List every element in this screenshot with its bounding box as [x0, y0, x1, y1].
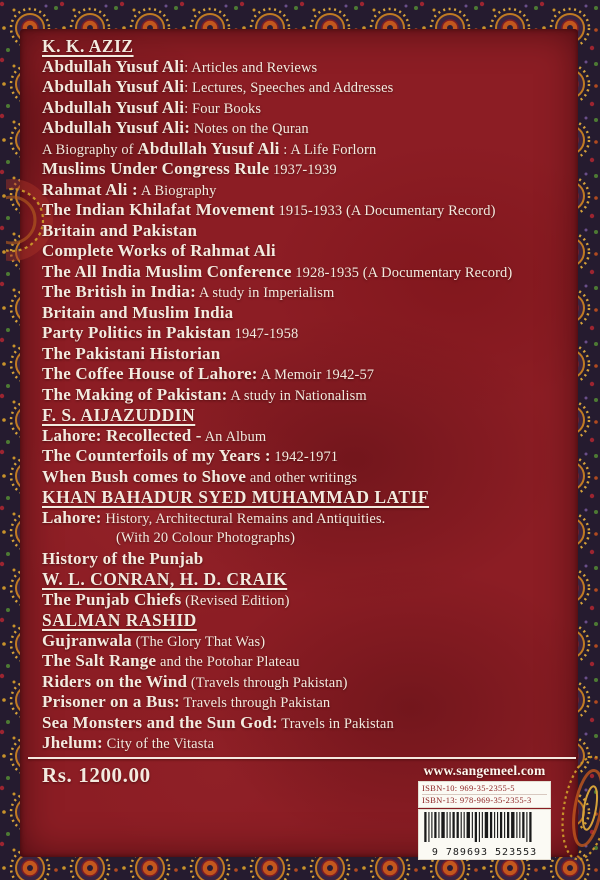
- title-text: KHAN BAHADUR SYED MUHAMMAD LATIF: [42, 487, 430, 507]
- title-text: SALMAN RASHID: [42, 610, 197, 630]
- title-text: Gujranwala: [42, 630, 132, 650]
- title-text: Lahore: Recollected -: [42, 425, 202, 445]
- title-text: History of the Punjab: [42, 548, 204, 568]
- subtitle-text: : Lectures, Speeches and Addresses: [184, 80, 394, 96]
- isbn10-label: ISBN-10: 969-35-2355-5: [422, 783, 547, 795]
- title-text: Jhelum:: [42, 733, 103, 752]
- subtitle-text: and the Potohar Plateau: [156, 654, 300, 670]
- author-heading: [42, 610, 574, 631]
- subtitle-text: A Biography: [137, 182, 217, 199]
- title-text: Complete Works of Rahmat Ali: [42, 241, 276, 260]
- barcode-bars: [422, 812, 547, 842]
- barcode-digits: 9 789693 523553: [431, 847, 538, 858]
- subtitle-text: (With 20 Colour Photographs): [116, 530, 296, 546]
- book-line: [42, 549, 574, 570]
- subtitle-text: 1915-1933 (A Documentary Record): [274, 203, 496, 219]
- subtitle-text: A Biography of: [42, 141, 138, 158]
- title-text: Riders on the Wind: [42, 671, 188, 691]
- subtitle-text: A study in Nationalism: [227, 387, 367, 404]
- title-text: The Counterfoils of my Years :: [42, 446, 271, 465]
- book-line: [42, 57, 574, 78]
- title-text: The All India Muslim Conference: [42, 261, 292, 281]
- subtitle-text: (The Glory That Was): [131, 633, 266, 650]
- title-text: Prisoner on a Bus:: [42, 692, 180, 711]
- author-heading: [42, 487, 574, 508]
- title-text: Rahmat Ali :: [42, 179, 138, 199]
- title-text: When Bush comes to Shove: [42, 466, 247, 486]
- title-text: F. S. AIJAZUDDIN: [42, 405, 196, 425]
- book-line: [42, 590, 574, 611]
- title-text: Lahore:: [42, 507, 102, 527]
- book-line: [42, 139, 574, 160]
- publisher-block: [418, 763, 551, 860]
- title-text: Party Politics in Pakistan: [42, 323, 231, 342]
- title-text: The Making of Pakistan:: [42, 384, 228, 404]
- subtitle-text: An Album: [201, 428, 267, 445]
- book-line: [42, 692, 574, 713]
- book-line: [42, 344, 574, 365]
- title-text: Abdullah Yusuf Ali: [137, 138, 280, 158]
- book-line: [42, 241, 574, 262]
- book-line: [42, 508, 574, 529]
- book-line: [42, 262, 574, 283]
- isbn13-label: ISBN-13: 978-969-35-2355-3: [422, 795, 532, 805]
- book-line: [42, 98, 574, 119]
- book-line: [42, 159, 574, 180]
- divider-line: [28, 757, 576, 759]
- book-line: [42, 467, 574, 488]
- book-list: [42, 36, 574, 754]
- book-line: [42, 426, 574, 447]
- subtitle-text: (Revised Edition): [181, 592, 290, 609]
- title-text: The Salt Range: [42, 651, 157, 670]
- book-line: [42, 180, 574, 201]
- subtitle-text: 1942-1971: [270, 449, 339, 465]
- subtitle-text: A Memoir 1942-57: [257, 367, 375, 383]
- price-label: Rs. 1200.00: [42, 763, 151, 787]
- author-heading: [42, 569, 574, 590]
- subtitle-text: Notes on the Quran: [190, 121, 309, 137]
- title-text: Muslims Under Congress Rule: [42, 159, 270, 178]
- title-text: The Indian Khilafat Movement: [42, 200, 275, 219]
- book-line: [42, 672, 574, 693]
- author-heading: [42, 36, 574, 57]
- title-text: Abdullah Yusuf Ali: [42, 97, 185, 117]
- subtitle-text: Travels in Pakistan: [277, 715, 394, 732]
- barcode: [418, 809, 551, 860]
- book-line: [42, 631, 574, 652]
- title-text: The Punjab Chiefs: [42, 589, 182, 609]
- book-line: [42, 446, 574, 467]
- subtitle-text: 1947-1958: [230, 326, 299, 342]
- publisher-website: www.sangemeel.com: [423, 763, 546, 778]
- title-text: The Coffee House of Lahore:: [42, 364, 258, 383]
- subtitle-text: City of the Vitasta: [102, 736, 215, 752]
- book-line: [42, 77, 574, 98]
- isbn-box: [418, 781, 551, 808]
- subtitle-text: 1937-1939: [269, 162, 337, 178]
- book-line: [42, 713, 574, 734]
- author-heading: [42, 405, 574, 426]
- subtitle-text: (Travels through Pakistan): [187, 674, 348, 691]
- book-line: [42, 733, 574, 754]
- title-text: Britain and Muslim India: [42, 302, 234, 322]
- title-text: W. L. CONRAN, H. D. CRAIK: [42, 569, 288, 589]
- title-text: Sea Monsters and the Sun God:: [42, 712, 278, 732]
- subtitle-text: : A Life Forlorn: [279, 141, 377, 158]
- subtitle-text: : Four Books: [184, 100, 262, 117]
- subtitle-text: A study in Imperialism: [195, 285, 335, 301]
- title-text: Abdullah Yusuf Ali: [42, 56, 185, 76]
- book-line: [42, 323, 574, 344]
- title-text: Abdullah Yusuf Ali:: [42, 118, 191, 137]
- book-line: [42, 364, 574, 385]
- book-line: [42, 200, 574, 221]
- book-line: [42, 282, 574, 303]
- title-text: Britain and Pakistan: [42, 220, 198, 240]
- title-text: Abdullah Yusuf Ali: [42, 77, 185, 96]
- title-text: K. K. AZIZ: [42, 36, 134, 56]
- title-text: The British in India:: [42, 282, 196, 301]
- subtitle-text: and other writings: [246, 469, 358, 486]
- book-line: [42, 118, 574, 139]
- book-line: [42, 528, 574, 549]
- book-line: [42, 651, 574, 672]
- book-line: [42, 385, 574, 406]
- subtitle-text: History, Architectural Remains and Antiquities.: [101, 510, 386, 527]
- title-text: The Pakistani Historian: [42, 343, 221, 363]
- subtitle-text: Travels through Pakistan: [179, 695, 331, 711]
- book-line: [42, 221, 574, 242]
- book-line: [42, 303, 574, 324]
- subtitle-text: : Articles and Reviews: [184, 59, 318, 76]
- subtitle-text: 1928-1935 (A Documentary Record): [291, 264, 513, 281]
